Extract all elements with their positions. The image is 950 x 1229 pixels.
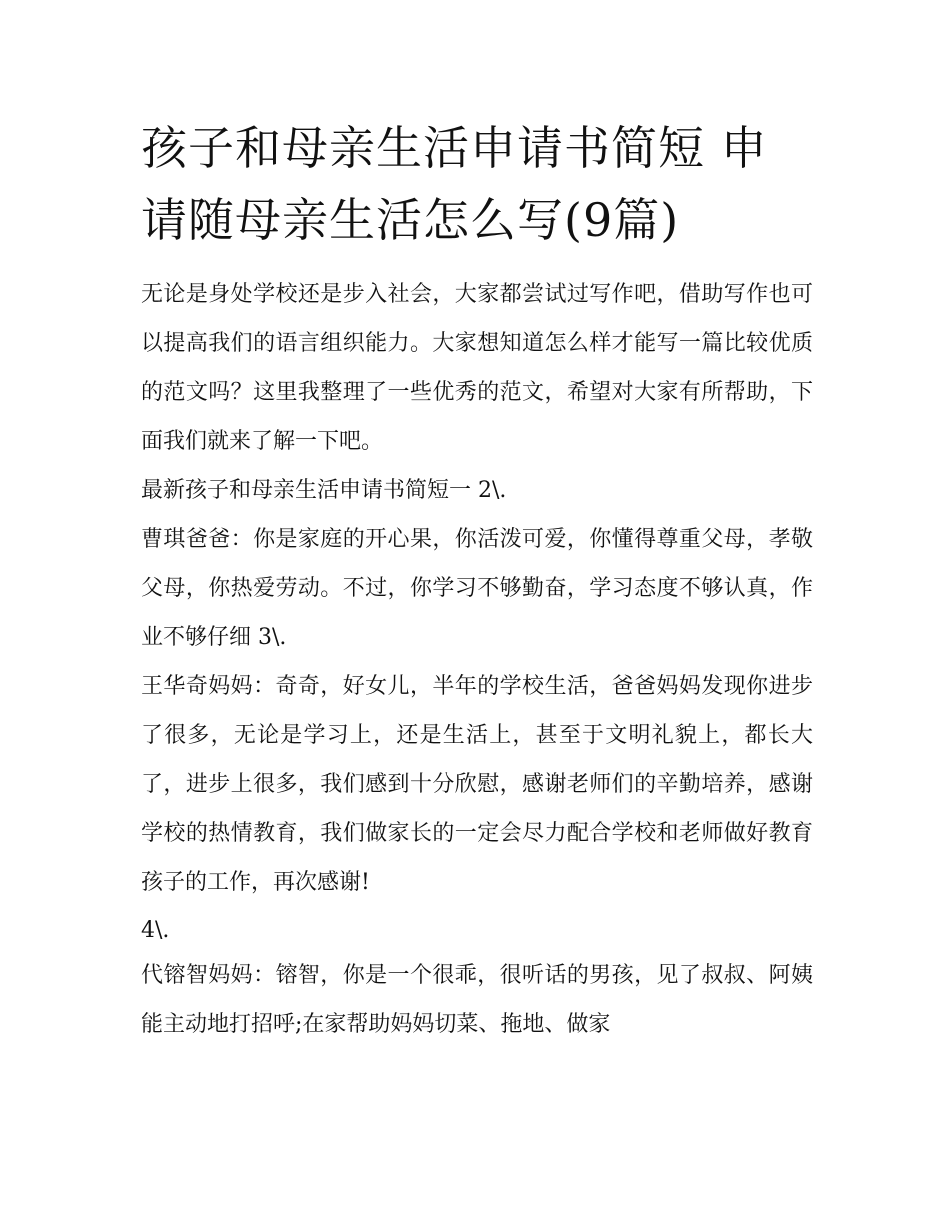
- paragraph-caoqi-father: 曹琪爸爸：你是家庭的开心果，你活泼可爱，你懂得尊重父母，孝敬父母，你热爱劳动。不过，你学习不够勤奋，学习态度不够认真，作业不够仔细 3\.: [141, 527, 813, 650]
- intro-paragraph: 无论是身处学校还是步入社会，大家都尝试过写作吧，借助写作也可以提高我们的语言组织能力。大家想知道怎么样才能写一篇比较优质的范文吗？这里我整理了一些优秀的范文，希望对大家有所帮助，下面我们就来了解一下吧。: [141, 282, 813, 454]
- paragraph-dairongzhi-mother: 代镕智妈妈：镕智，你是一个很乖，很听话的男孩，见了叔叔、阿姨能主动地打招呼;在家帮助妈妈切菜、拖地、做家: [141, 963, 813, 1037]
- section-number: 4\.: [141, 918, 170, 943]
- section-heading: 最新孩子和母亲生活申请书简短一 2\.: [141, 478, 507, 503]
- document-body: [141, 112, 813, 1049]
- paragraph-wanghuaqi-mother: 王华奇妈妈：奇奇，好女儿，半年的学校生活，爸爸妈妈发现你进步了很多，无论是学习上，还是生活上，甚至于文明礼貌上，都长大了，进步上很多，我们感到十分欣慰，感谢老师们的辛勤培养，感谢学校的热情教育，我们做家长的一定会尽力配合学校和老师做好教育孩子的工作，再次感谢!: [141, 674, 813, 895]
- document-title: 孩子和母亲生活申请书简短 申请随母亲生活怎么写(9篇): [141, 121, 768, 247]
